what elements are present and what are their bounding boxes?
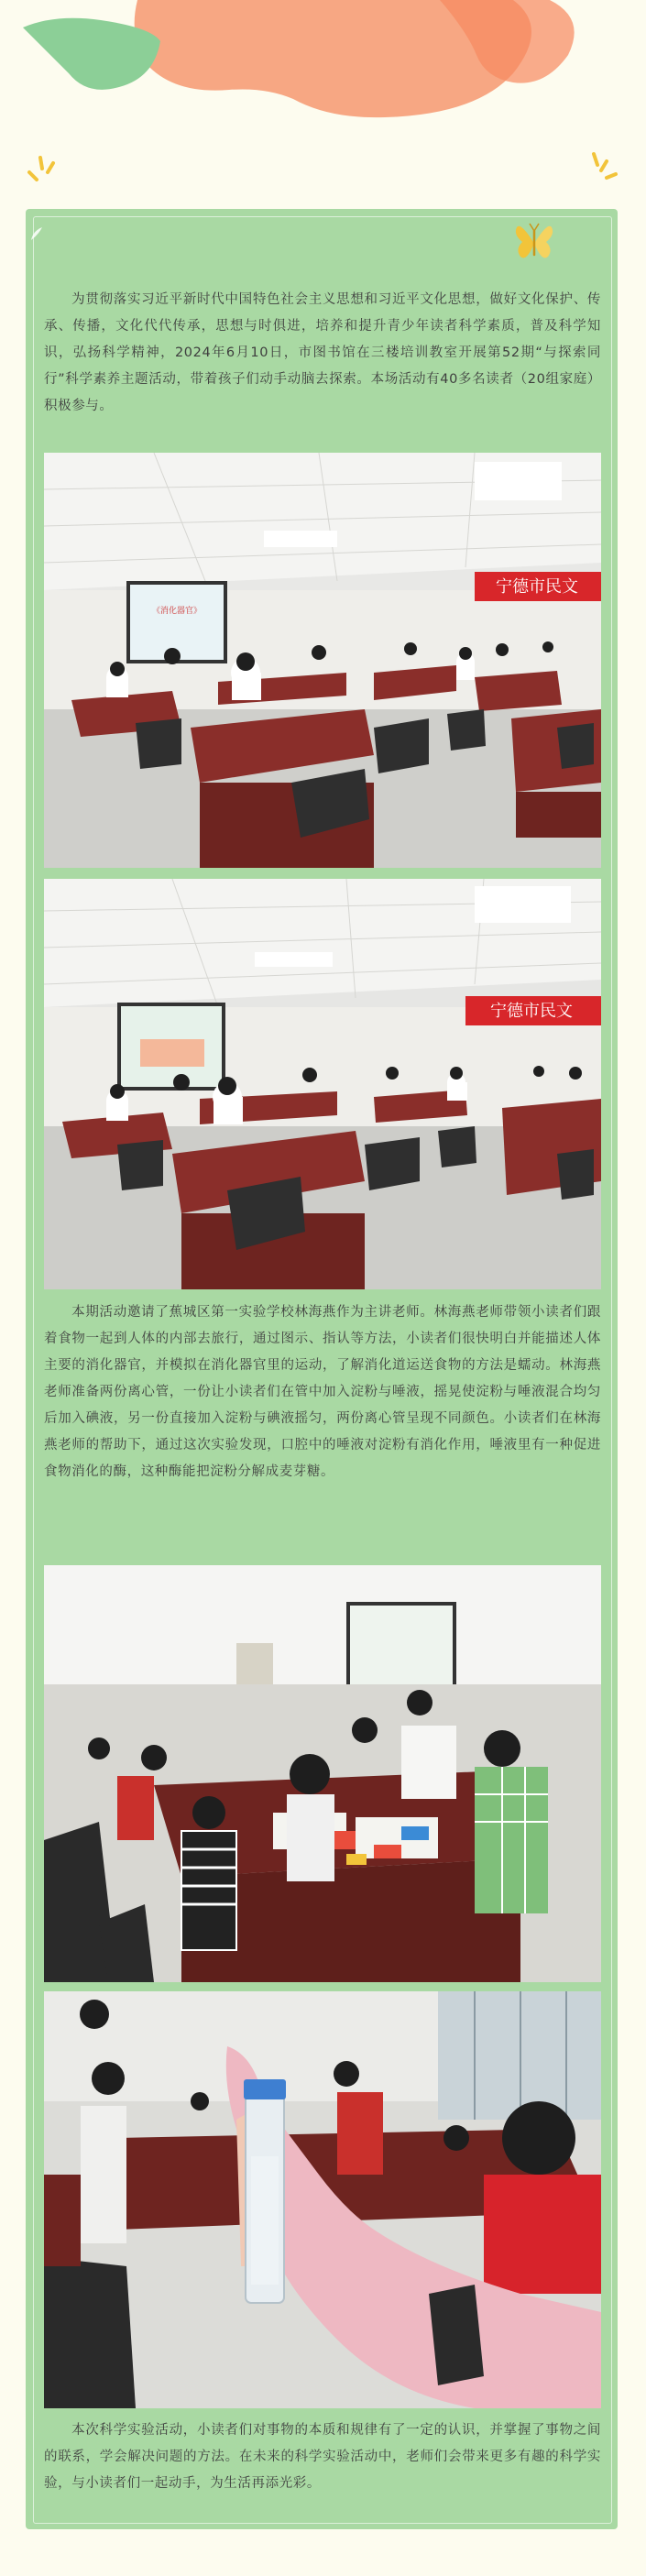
butterfly-icon [513, 218, 555, 266]
lesson-text: 本期活动邀请了蕉城区第一实验学校林海燕作为主讲老师。林海燕老师带领小读者们跟着食物一起到人体的内部去旅行，通过图示、指认等方法，小读者们很快明白并能描述人体主要的消化器官，并模拟在消化器官里的运动，了解消化道运送食物的方法是蠕动。林海燕老师准备两份离心管，一份让小读者们在管中加入淀粉与唾液，摇晃使淀粉与唾液混合均匀后加入碘液，另一份直接加入淀粉与碘液摇匀，两份离心管呈现不同颜色。小读者们在林海燕老师的帮助下，通过这次实验发现，口腔中的唾液对淀粉有消化作用，唾液里有一种促进食物消化的酶，这种酶能把淀粉分解成麦芽糖。 [44, 1305, 601, 1479]
page-bottom [0, 2529, 646, 2576]
activity-photo-2 [44, 879, 601, 1289]
summary-text: 本次科学实验活动，小读者们对事物的本质和规律有了一定的认识，并掌握了事物之间的联系，学会解决问题的方法。在未来的科学实验活动中，老师们会带来更多有趣的科学实验，与小读者们一起动手，为生活再添光彩。 [44, 2423, 601, 2491]
intro-paragraph [44, 287, 601, 420]
header-decoration [0, 0, 646, 211]
summary-paragraph [44, 2417, 601, 2497]
banner-text: 宁德市民文 [496, 577, 578, 597]
activity-photo-3 [44, 1565, 601, 1982]
sparkle-icon [29, 158, 53, 180]
corner-deco-icon [29, 225, 46, 242]
sparkle-icon [594, 154, 616, 178]
activity-photo-4 [44, 1991, 601, 2408]
lesson-paragraph [44, 1299, 601, 1485]
activity-photo-1 [44, 453, 601, 868]
banner-text-2: 宁德市民文 [490, 1002, 573, 1021]
screen-caption: 《消化器官》 [151, 607, 203, 616]
intro-text: 为贯彻落实习近平新时代中国特色社会主义思想和习近平文化思想，做好文化保护、传承、传播，文化代代传承，思想与时俱进，培养和提升青少年读者科学素质，普及科学知识，弘扬科学精神，2024年6月10日，市图书馆在三楼培训教室开展第52期“与探索同行”科学素养主题活动，带着孩子们动手动脑去探索。本场活动有40多名读者（20组家庭）积极参与。 [44, 292, 601, 413]
